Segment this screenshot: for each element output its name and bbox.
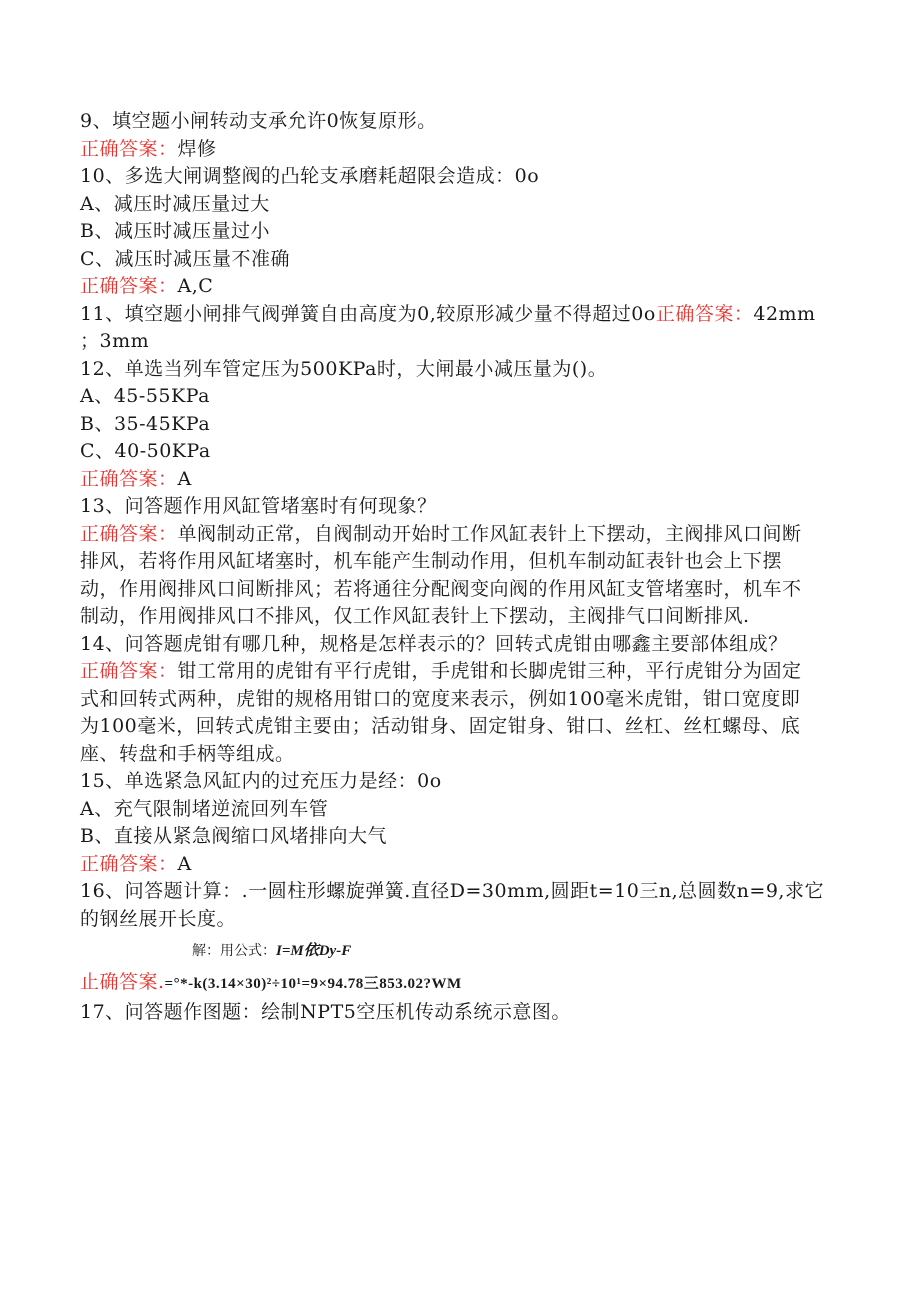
- answer-value: 钳工常用的虎钳有平行虎钳，手虎钳和长脚虎钳三种，平行虎钳分为固定: [177, 660, 802, 682]
- answer-label: 正确答案：: [80, 275, 178, 297]
- q11-stem: [80, 301, 840, 329]
- q15-option-b: B、直接从紧急阀缩口风堵排向大气: [80, 825, 387, 847]
- q10-option-b: B、减压时减压量过小: [80, 220, 270, 242]
- q9-stem: 9、填空题小闸转动支承允许0恢复原形。: [80, 110, 437, 132]
- q10-answer: [80, 273, 840, 301]
- q12-option-a: A、45-55KPa: [80, 385, 210, 407]
- q12-option-c: C、40-50KPa: [80, 440, 211, 462]
- q11-answer-cont: ；3mm: [80, 330, 150, 352]
- answer-value: A: [177, 467, 192, 490]
- q12-option-b: B、35-45KPa: [80, 412, 211, 435]
- q10-option-c: C、减压时减压量不准确: [80, 247, 291, 270]
- answer-label: 正确答案：: [80, 137, 178, 160]
- q15-option-a: A、充气限制堵逆流回列车管: [80, 797, 329, 820]
- answer-label: 正确答案：: [80, 522, 178, 545]
- q12-answer: [80, 466, 840, 494]
- answer-value: 42mm: [753, 302, 816, 325]
- q17-stem: 17、问答题作图题：绘制NPT5空压机传动系统示意图。: [80, 1000, 571, 1023]
- q14-stem: 14、问答题虎钳有哪几种，规格是怎样表示的？回转式虎钳由哪鑫主要部体组成？: [80, 632, 788, 655]
- q15-answer: [80, 851, 840, 879]
- q16-answer: [80, 969, 840, 999]
- q16-stem-line-1: 16、问答题计算：.一圆柱形螺旋弹簧.直径D=30mm,圆距t=10三n,总圆数n=9,求它: [80, 880, 824, 902]
- q13-answer-line-4: 制动，作用阀排风口不排风，仅工作风缸表针上下摆动，主阀排气口间断排风.: [80, 605, 750, 627]
- q16-stem-line-2: 的钢丝展开长度。: [80, 907, 237, 930]
- answer-value: A: [177, 852, 192, 875]
- q16-formula: [80, 933, 840, 969]
- q9-answer: [80, 136, 840, 164]
- answer-label: 正确答案：: [655, 302, 754, 325]
- answer-label: 止确答案.: [80, 971, 165, 993]
- q14-answer-line-2: 式和回转式两种，虎钳的规格用钳口的宽度来表示，例如100毫米虎钳，钳口宽度即: [80, 687, 801, 710]
- answer-value: A,C: [177, 275, 214, 297]
- q10-option-a: A、减压时减压量过大: [80, 192, 270, 215]
- q15-stem: 15、单选紧急风缸内的过充压力是经：0o: [80, 770, 442, 792]
- answer-value: =°*-k(3.14×30)²÷10¹=9×94.78三853.02?WM: [164, 976, 462, 992]
- answer-label: 正确答案：: [80, 660, 178, 682]
- q11-stem-text: 11、填空题小闸排气阀弹簧自由高度为0,较原形减少量不得超过0o: [80, 302, 656, 325]
- q13-answer-line-1: [80, 521, 840, 549]
- exam-page: [80, 108, 840, 1026]
- answer-label: 正确答案：: [80, 852, 178, 875]
- answer-label: 正确答案：: [80, 467, 178, 490]
- formula-label: 解：用公式：: [192, 943, 276, 959]
- q14-answer-line-3: 为100毫米，回转式虎钳主要由；活动钳身、固定钳身、钳口、丝杠、丝杠螺母、底: [80, 715, 801, 737]
- q10-stem: 10、多选大闸调整阀的凸轮支承磨耗超限会造成：0o: [80, 165, 540, 187]
- q13-stem: 13、问答题作用风缸管堵塞时有何现象？: [80, 495, 437, 517]
- q14-answer-line-4: 座、转盘和手柄等组成。: [80, 742, 295, 765]
- q13-answer-line-2: 排风，若将作用风缸堵塞时，机车能产生制动作用，但机车制动缸表针也会上下摆: [80, 550, 783, 572]
- q13-answer-line-3: 动，作用阀排风口间断排风；若将通往分配阀变向阀的作用风缸支管堵塞时，机车不: [80, 577, 802, 600]
- formula-expression: I=M依Dy-F: [276, 943, 352, 959]
- answer-value: 焊修: [177, 137, 217, 160]
- answer-value: 单阀制动正常，自阀制动开始时工作风缸表针上下摆动，主阀排风口间断: [177, 522, 802, 545]
- q14-answer-line-1: [80, 658, 840, 686]
- q12-stem: 12、单选当列车管定压为500KPa时，大闸最小减压量为()。: [80, 357, 608, 380]
